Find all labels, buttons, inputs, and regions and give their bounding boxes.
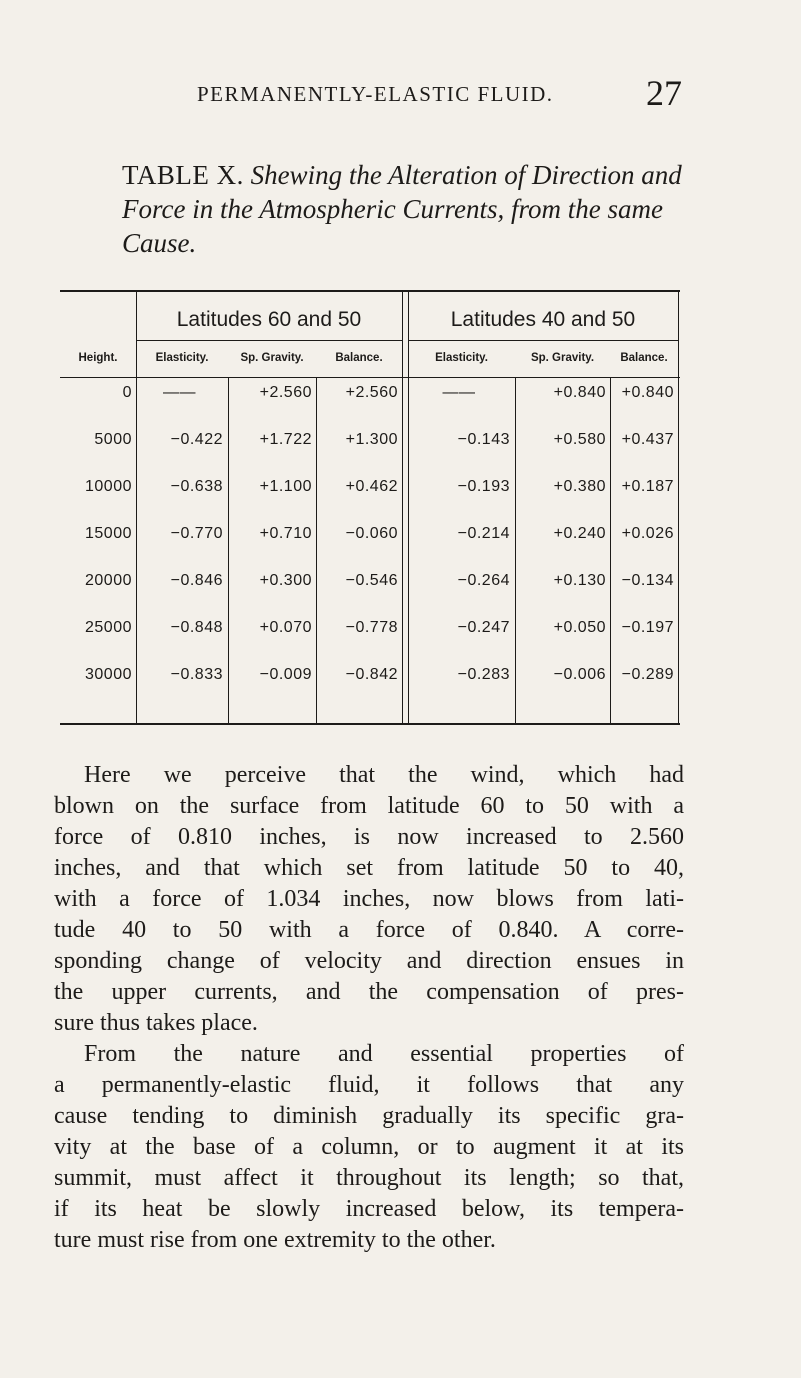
- group-header-40-50: Latitudes 40 and 50: [450, 308, 636, 331]
- height-cell: 30000: [85, 666, 132, 683]
- table-cell: −0.546: [345, 572, 398, 589]
- text-line: the upper currents, and the compensation of pres-: [54, 979, 684, 1005]
- table-cell: −0.264: [457, 572, 510, 589]
- text-line: force of 0.810 inches, is now increased to 2.560: [54, 824, 684, 850]
- height-cell: 5000: [94, 431, 132, 448]
- table-description: Shewing the Alteration of Direction and Force in the Atmospheric Currents, from the same Cause.: [122, 160, 682, 258]
- table-cell: −0.060: [345, 525, 398, 542]
- col-header-elasticity-1: Elasticity.: [155, 352, 209, 364]
- table-cell: +2.560: [345, 384, 398, 401]
- table-cell: +0.050: [553, 619, 606, 636]
- table-cell: +1.300: [345, 431, 398, 448]
- height-cell: 10000: [85, 478, 132, 495]
- text-line: inches, and that which set from latitude 50 to 40,: [54, 855, 684, 881]
- table-cell: +0.710: [259, 525, 312, 542]
- table-cell: −0.778: [345, 619, 398, 636]
- table-cell: +1.722: [259, 431, 312, 448]
- col-header-sp-gravity-1: Sp. Gravity.: [240, 352, 304, 364]
- table-cell: +0.380: [553, 478, 606, 495]
- table-cell: +0.026: [621, 525, 674, 542]
- table-cell: ——: [442, 384, 476, 401]
- table-cell: −0.009: [259, 666, 312, 683]
- table-cell: +0.187: [621, 478, 674, 495]
- table-label: TABLE X.: [122, 160, 244, 190]
- height-cell: 25000: [85, 619, 132, 636]
- table-cell: +0.437: [621, 431, 674, 448]
- table-cell: +0.130: [553, 572, 606, 589]
- table-cell: ——: [163, 384, 196, 401]
- table-cell: −0.846: [170, 572, 223, 589]
- height-cell: 20000: [85, 572, 132, 589]
- table-cell: −0.770: [170, 525, 223, 542]
- table-cell: −0.193: [457, 478, 510, 495]
- col-header-balance-2: Balance.: [620, 352, 668, 364]
- text-line: Here we perceive that the wind, which had: [84, 762, 684, 788]
- text-line: sure thus takes place.: [54, 1010, 258, 1036]
- table-cell: −0.422: [170, 431, 223, 448]
- col-header-sp-gravity-2: Sp. Gravity.: [530, 352, 595, 364]
- page-number: 27: [646, 73, 682, 113]
- header-rule: [60, 377, 680, 378]
- table-caption: [122, 158, 702, 260]
- text-line: sponding change of velocity and direction ensues in: [54, 948, 684, 974]
- table-cell: +0.070: [259, 619, 312, 636]
- header-rule: [136, 340, 402, 341]
- height-cell: 15000: [85, 525, 132, 542]
- col-header-elasticity-2: Elasticity.: [435, 352, 488, 364]
- table-cell: −0.848: [170, 619, 223, 636]
- text-line: vity at the base of a column, or to augment it at its: [54, 1134, 684, 1160]
- table-cell: +0.240: [553, 525, 606, 542]
- table-cell: −0.143: [457, 431, 510, 448]
- text-line: cause tending to diminish gradually its specific gra-: [54, 1103, 684, 1129]
- table-cell: −0.134: [621, 572, 674, 589]
- table-cell: +0.300: [259, 572, 312, 589]
- table-cell: −0.197: [621, 619, 674, 636]
- table-cell: +2.560: [259, 384, 312, 401]
- table-cell: −0.289: [621, 666, 674, 683]
- text-line: From the nature and essential properties of: [84, 1041, 684, 1067]
- body-text: [54, 760, 684, 1256]
- text-line: if its heat be slowly increased below, its tempera-: [54, 1196, 684, 1222]
- text-line: summit, must affect it throughout its length; so that,: [54, 1165, 684, 1191]
- column-rule: [678, 292, 679, 723]
- running-title: PERMANENTLY-ELASTIC FLUID.: [197, 82, 554, 106]
- table-cell: +0.462: [345, 478, 398, 495]
- table-cell: −0.006: [553, 666, 606, 683]
- table-cell: +0.840: [553, 384, 606, 401]
- table-cell: +1.100: [259, 478, 312, 495]
- text-line: blown on the surface from latitude 60 to 50 with a: [54, 793, 684, 819]
- table-cell: −0.833: [170, 666, 223, 683]
- text-line: with a force of 1.034 inches, now blows from lati-: [54, 886, 684, 912]
- table-cell: −0.214: [457, 525, 510, 542]
- table-cell: −0.247: [457, 619, 510, 636]
- data-table: [60, 290, 680, 725]
- table-cell: −0.283: [457, 666, 510, 683]
- height-header: Height.: [78, 352, 118, 364]
- text-line: a permanently-elastic fluid, it follows that any: [54, 1072, 684, 1098]
- text-line: ture must rise from one extremity to the other.: [54, 1227, 496, 1253]
- column-rule: [402, 292, 403, 723]
- text-line: tude 40 to 50 with a force of 0.840. A corre-: [54, 917, 684, 943]
- group-header-60-50: Latitudes 60 and 50: [176, 308, 362, 331]
- height-cell: 0: [122, 384, 132, 401]
- table-cell: −0.638: [170, 478, 223, 495]
- table-cell: +0.840: [621, 384, 674, 401]
- table-cell: +0.580: [553, 431, 606, 448]
- page-header: [0, 73, 801, 118]
- table-cell: −0.842: [345, 666, 398, 683]
- header-rule: [408, 340, 678, 341]
- col-header-balance-1: Balance.: [335, 352, 383, 364]
